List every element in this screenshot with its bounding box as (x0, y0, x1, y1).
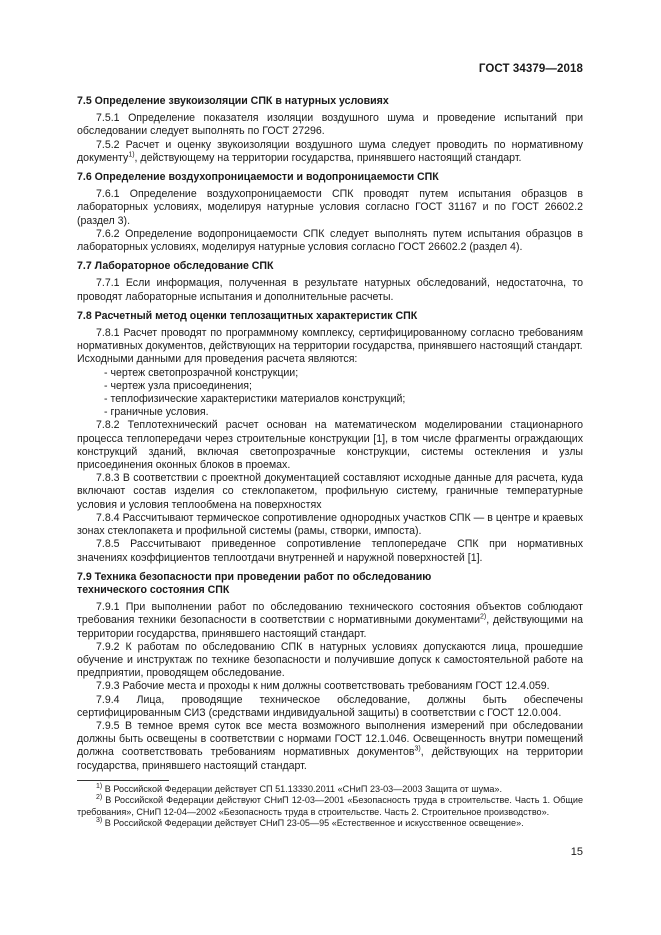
paragraph-text: 7.5.2 Расчет и оценку звукоизоляции воздушного шума следует проводить по нормативному документу (77, 138, 583, 164)
paragraph: 7.6.1 Определение воздухопроницаемости СПК проводят путем испытания образцов в лабораторных условиях, моделируя натурные условия согласно ГОСТ 31167 и по ГОСТ 26602.2 (раздел 3). (77, 188, 583, 227)
document-header: ГОСТ 34379—2018 (478, 63, 583, 75)
paragraph: 7.7.1 Если информация, полученная в результате натурных обследований, недостаточна, то проводят лабораторные испытания и дополнительные расчеты. (77, 277, 583, 303)
paragraph: 7.8.5 Рассчитывают приведенное сопротивление теплопередаче СПК при нормативных значениях коэффициентов теплоотдачи внутренней и наружной поверхностей [1]. (77, 538, 583, 564)
section-title: 7.7 Лабораторное обследование СПК (77, 260, 274, 273)
page-number: 15 (570, 846, 583, 858)
paragraph: 7.9.3 Рабочие места и проходы к ним должны соответствовать требованиям ГОСТ 12.4.059. (96, 680, 550, 693)
list-item: - граничные условия. (104, 406, 209, 419)
paragraph (77, 601, 583, 641)
list-item: - чертеж узла присоединения; (104, 379, 252, 392)
footnote-text: В Российской Федерации действует СП 51.13330.2011 «СНиП 23-03—2003 Защита от шума». (104, 783, 502, 794)
footnote-ref[interactable]: 2) (480, 613, 487, 621)
paragraph-text: , действующему на территории государства, принявшего настоящий стандарт. (134, 151, 522, 164)
footnote-ref[interactable]: 1) (128, 151, 135, 159)
section-title: 7.9 Техника безопасности при проведении работ по обследованию технического состояния СПК (77, 570, 432, 596)
footnote (77, 795, 583, 818)
document-body (77, 90, 583, 829)
paragraph: 7.8.2 Теплотехнический расчет основан на математическом моделировании стационарного процесса теплопередачи через строительные конструкции [1], в том числе фрагменты ограждающих конструкций зданий, включая светопрозрачные конструкции, системы остекления и узлы присоединения оконных блоков в проемах. (77, 419, 583, 472)
footnote-separator (77, 780, 169, 781)
input-data-list (77, 367, 583, 420)
paragraph: 7.9.4 Лица, проводящие техническое обследование, должны быть обеспечены сертифицированным СИЗ (средствами индивидуальной защиты) в соответствии с ГОСТ 12.0.004. (77, 693, 583, 719)
section-7-6 (77, 171, 583, 254)
section-7-9 (77, 571, 583, 773)
list-item: - теплофизические характеристики материалов конструкций; (104, 393, 406, 406)
section-title: 7.6 Определение воздухопроницаемости и водопроницаемости СПК (77, 171, 439, 184)
footnote-mark: 3) (96, 816, 103, 824)
paragraph: 7.8.4 Рассчитывают термическое сопротивление однородных участков СПК — в центре и краевых зонах стеклопакета и профильной системы (рамы, створки, импоста). (77, 511, 583, 538)
section-title: 7.5 Определение звукоизоляции СПК в натурных условиях (77, 95, 389, 107)
footnote (77, 784, 583, 795)
paragraph: 7.5.1 Определение показателя изоляции воздушного шума и проведение испытаний при обследовании следует выполнять по ГОСТ 27296. (77, 112, 583, 138)
footnote-text: В Российской Федерации действует СНиП 23-05—95 «Естественное и искусственное освещение». (104, 817, 524, 828)
section-7-5 (77, 95, 583, 165)
paragraph (77, 139, 583, 165)
paragraph (77, 720, 583, 773)
paragraph: 7.9.2 К работам по обследованию СПК в натурных условиях допускаются лица, прошедшие обучение и инструктаж по технике безопасности и получившие допуск к самостоятельной работе на предприятии, проводящем обследование. (77, 640, 583, 680)
section-title: 7.8 Расчетный метод оценки теплозащитных характеристик СПК (77, 309, 418, 322)
paragraph-text: 7.9.5 В темное время суток все места возможного выполнения измерений при обследовании должны быть освещены в соответствии с нормами ГОСТ 12.1.046. Освещенность внутри помещений должна соответствовать требованиям нормативных документов (77, 719, 583, 759)
footnote-ref[interactable]: 3) (414, 745, 421, 753)
paragraph-text: 7.9.1 При выполнении работ по обследованию технического состояния объектов соблюдают требования техники безопасности в соответствии с нормативными документами (77, 601, 583, 627)
footnote-mark: 2) (96, 794, 103, 802)
paragraph-text: , действующими на территории государства, принявшего настоящий стандарт. (77, 614, 583, 640)
section-7-8 (77, 310, 583, 565)
section-7-7 (77, 260, 583, 304)
footnote-text: В Российской Федерации действуют СНиП 12-03—2001 «Безопасность труда в строительстве. Часть 1. Общие требования», СНиП 12-04—2002 «Безопасность труда в строительстве. Часть 2. Строительное производство». (77, 795, 584, 817)
paragraph: 7.8.3 В соответствии с проектной документацией составляют исходные данные для расчета, куда включают состав изделия со стеклопакетом, профильную систему, граничные температурные условия и условия теплообмена на поверхностях (77, 472, 583, 511)
paragraph: Исходными данными для проведения расчета являются: (77, 353, 358, 366)
list-item: - чертеж светопрозрачной конструкции; (104, 366, 299, 379)
paragraph-text: , действующих на территории государства, принявшего настоящий стандарт. (77, 746, 584, 772)
paragraph: 7.8.1 Расчет проводят по программному комплексу, сертифицированному согласно требованиям нормативных документов, действующих на территории государства, принявшего настоящий стандарт. (77, 327, 583, 353)
paragraph: 7.6.2 Определение водопроницаемости СПК следует выполнять путем испытания образцов в лабораторных условиях, моделируя натурные условия согласно ГОСТ 26602.2 (раздел 4). (77, 227, 583, 254)
footnote (77, 818, 583, 829)
footnote-mark: 1) (96, 782, 103, 790)
